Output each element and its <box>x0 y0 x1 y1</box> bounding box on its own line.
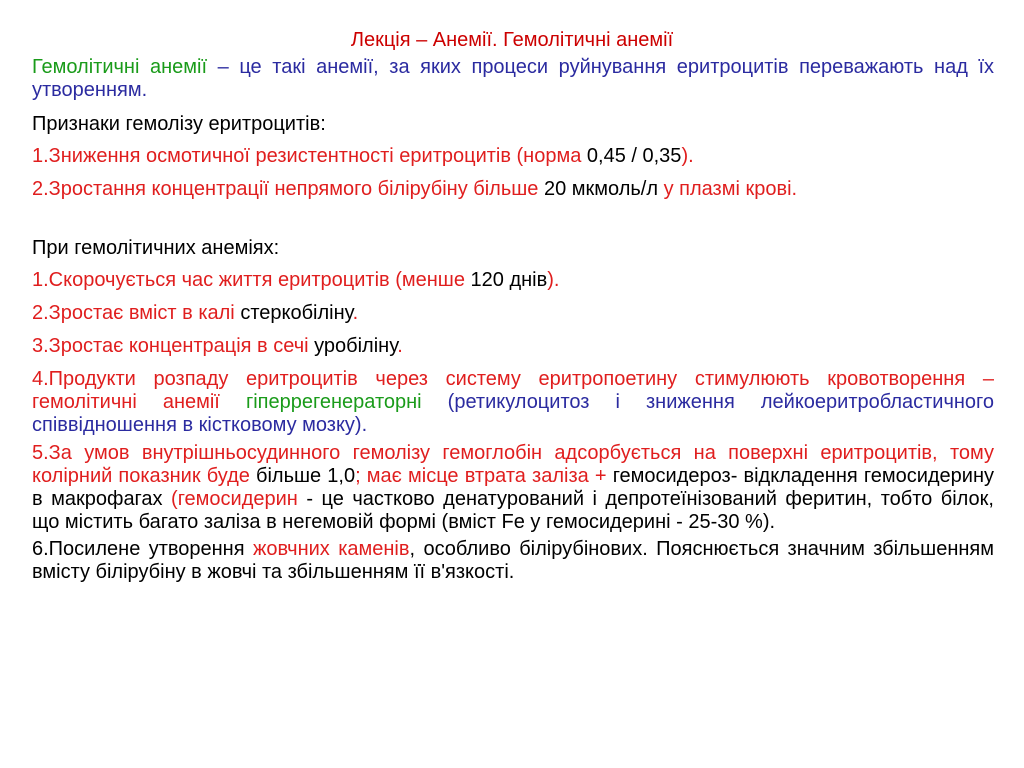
sign-1-value: 0,45 / 0,35 <box>586 145 682 167</box>
anemia-5-value: більше 1,0 <box>256 465 356 487</box>
anemia-5-hemosiderin: (гемосидерин <box>171 488 298 510</box>
anemia-4-tail: (ретикулоцитоз і зниження лейкоеритробластичного співвідношення в кістковому мозку). <box>32 391 995 436</box>
anemia-2-text: 2.Зростає вміст в калі <box>32 302 241 324</box>
anemia-2-close: . <box>352 302 359 324</box>
anemia-3-value: уробіліну <box>314 335 398 357</box>
anemia-6-start: 6.Посилене утворення <box>32 538 253 560</box>
anemia-1-text: 1.Скорочується час життя еритроцитів (менше <box>32 269 471 291</box>
slide-title: Лекція – Анемії. Гемолітичні анемії <box>350 29 674 51</box>
anemia-1-value: 120 днів <box>470 269 548 291</box>
definition-term: Гемолітичні анемії <box>32 56 208 78</box>
anemia-3-text: 3.Зростає концентрація в сечі <box>32 335 315 357</box>
anemia-3-close: . <box>397 335 403 357</box>
anemia-item-2 <box>32 302 994 325</box>
sign-1-text: 1.Зниження осмотичної резистентності еритроцитів (норма <box>32 145 587 167</box>
anemia-item-5 <box>32 442 994 534</box>
anemia-2-value: стеркобіліну <box>240 302 353 324</box>
anemia-6-tail: , особливо білірубінових. Пояснюється значним збільшенням вмісту білірубіну в жовчі та збільшенням її в'язкості. <box>32 538 994 583</box>
anemia-1-close: ). <box>547 269 560 291</box>
sign-2-tail: у плазмі крові. <box>658 178 798 200</box>
hemolysis-sign-2 <box>32 178 994 201</box>
hemolysis-sign-1 <box>32 145 994 168</box>
slide-content <box>32 56 994 584</box>
anemia-item-1 <box>32 269 994 292</box>
definition-paragraph <box>32 56 994 102</box>
hemolysis-signs-heading: Признаки гемолізу еритроцитів: <box>32 113 326 135</box>
anemia-4-text: 4.Продукти розпаду еритроцитів через систему еритропоетину стимулюють кровотворення – гемолітичні анемії <box>32 368 994 413</box>
anemia-item-6 <box>32 538 994 584</box>
anemia-6-highlight: жовчних каменів <box>252 538 410 560</box>
anemia-5-hemosiderosis: гемосидероз- відкладення гемосидерину в макрофагах <box>32 465 994 510</box>
anemia-4-highlight: гіперрегенераторні <box>245 391 422 413</box>
anemia-5-text: 5.За умов внутрішньосудинного гемолізу гемоглобін адсорбується на поверхні еритроцитів, тому колірний показник буде <box>32 442 994 487</box>
sign-1-close: ). <box>681 145 694 167</box>
definition-text: – це такі анемії, за яких процеси руйнування еритроцитів переважають над їх утворенням. <box>32 56 994 101</box>
anemias-heading: При гемолітичних анеміях: <box>32 237 280 259</box>
anemia-5-hemosiderin-text: - це частково денатурований і депротеїнізований феритин, тобто білок, що містить багато заліза в негемовій формі (вміст Fe у гемосидерині - 25-30 %). <box>32 488 994 533</box>
sign-2-text: 2.Зростання концентрації непрямого білірубіну більше <box>32 178 544 200</box>
sign-2-value: 20 мкмоль/л <box>543 178 659 200</box>
anemia-item-3 <box>32 335 994 358</box>
anemia-5-sep: ; має місце втрата заліза + <box>355 465 613 487</box>
anemia-item-4 <box>32 368 994 437</box>
